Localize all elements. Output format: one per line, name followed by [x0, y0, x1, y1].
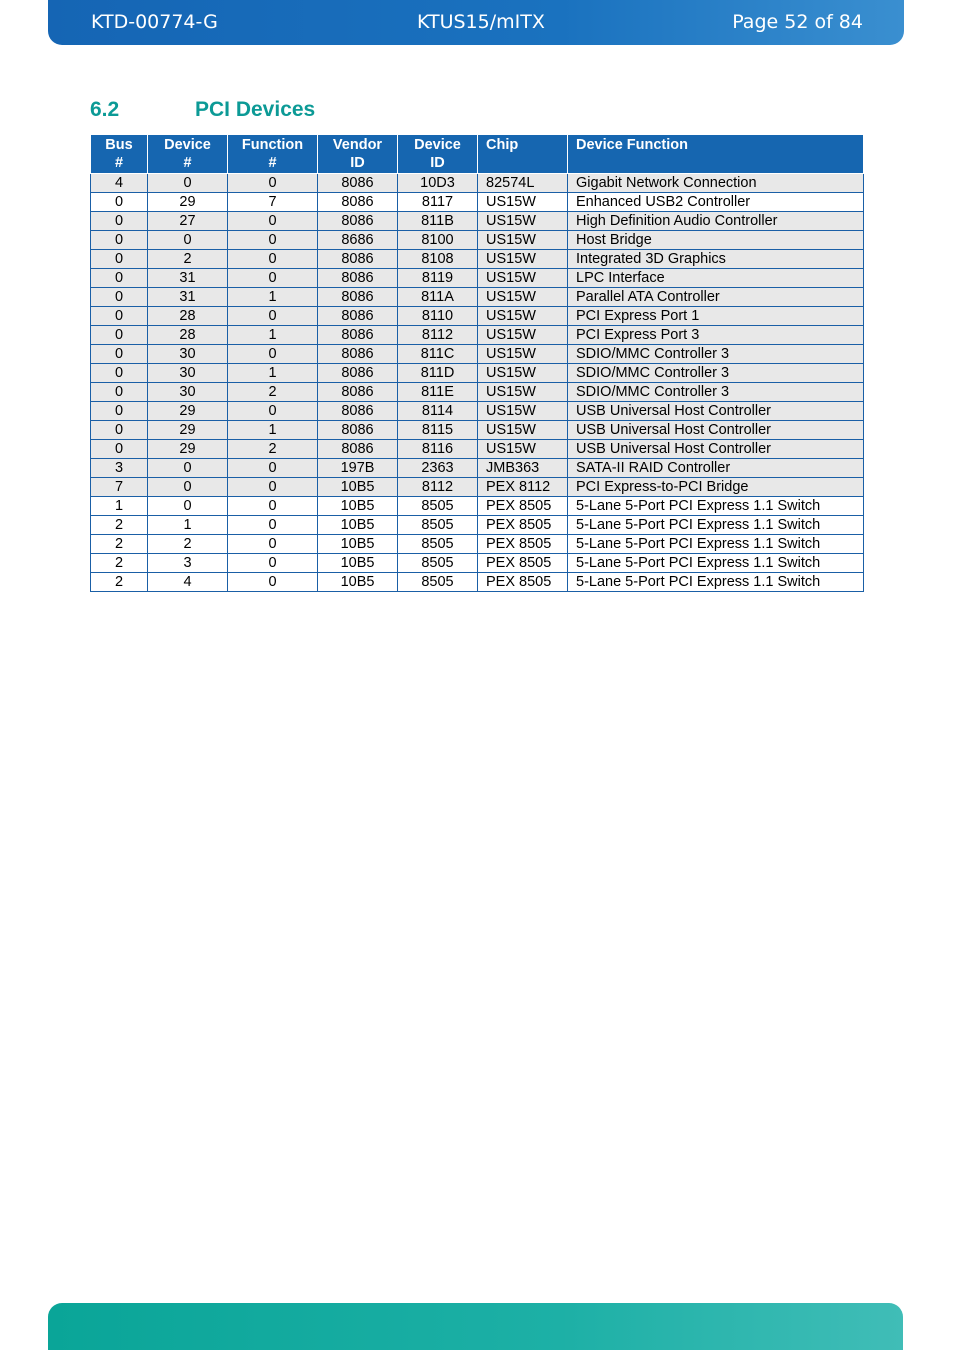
table-cell: 0 [91, 269, 148, 288]
table-cell: LPC Interface [568, 269, 864, 288]
table-cell: 82574L [478, 174, 568, 193]
table-cell: 8086 [318, 307, 398, 326]
table-cell: USB Universal Host Controller [568, 440, 864, 459]
table-row [91, 478, 864, 497]
table-cell: 28 [148, 326, 228, 345]
table-cell: 0 [91, 307, 148, 326]
table-cell: 0 [91, 288, 148, 307]
table-cell: 31 [148, 269, 228, 288]
table-cell: PCI Express Port 3 [568, 326, 864, 345]
table-cell: 10B5 [318, 554, 398, 573]
table-row [91, 459, 864, 478]
table-cell: 10B5 [318, 478, 398, 497]
table-cell: 10B5 [318, 516, 398, 535]
table-cell: US15W [478, 440, 568, 459]
table-cell: 8086 [318, 402, 398, 421]
table-cell: 0 [148, 231, 228, 250]
column-header-line1: Function [241, 137, 304, 153]
table-cell: SATA-II RAID Controller [568, 459, 864, 478]
table-row [91, 212, 864, 231]
table-cell: 7 [91, 478, 148, 497]
table-body [91, 174, 864, 592]
table-cell: 0 [148, 174, 228, 193]
column-header [148, 135, 228, 174]
table-cell: US15W [478, 383, 568, 402]
table-cell: 0 [148, 497, 228, 516]
table-cell: 0 [91, 440, 148, 459]
table-cell: US15W [478, 288, 568, 307]
table-cell: 8086 [318, 440, 398, 459]
table-cell: 0 [91, 383, 148, 402]
table-cell: 2363 [398, 459, 478, 478]
table-cell: PEX 8505 [478, 573, 568, 592]
table-cell: 8112 [398, 478, 478, 497]
table-cell: 4 [148, 573, 228, 592]
table-cell: US15W [478, 402, 568, 421]
column-header-line1: Vendor [332, 137, 383, 153]
table-cell: 8119 [398, 269, 478, 288]
table-cell: 8116 [398, 440, 478, 459]
table-cell: 5-Lane 5-Port PCI Express 1.1 Switch [568, 554, 864, 573]
pci-devices-table-container [90, 134, 864, 592]
column-header-line1: Chip [486, 137, 519, 153]
table-cell: 2 [228, 383, 318, 402]
table-cell: 8086 [318, 269, 398, 288]
table-cell: US15W [478, 231, 568, 250]
table-cell: 28 [148, 307, 228, 326]
table-cell: US15W [478, 345, 568, 364]
table-cell: 29 [148, 402, 228, 421]
table-cell: 2 [91, 535, 148, 554]
table-cell: Host Bridge [568, 231, 864, 250]
table-cell: 8086 [318, 345, 398, 364]
table-cell: 0 [228, 212, 318, 231]
table-row [91, 497, 864, 516]
table-cell: 811C [398, 345, 478, 364]
table-cell: 0 [91, 364, 148, 383]
table-cell: 29 [148, 421, 228, 440]
table-cell: PCI Express Port 1 [568, 307, 864, 326]
table-row [91, 269, 864, 288]
page-number: Page 52 of 84 [732, 11, 863, 33]
table-cell: 2 [91, 573, 148, 592]
table-cell: 0 [228, 231, 318, 250]
table-cell: 0 [91, 250, 148, 269]
table-header-row [91, 135, 864, 174]
table-cell: SDIO/MMC Controller 3 [568, 345, 864, 364]
table-cell: 5-Lane 5-Port PCI Express 1.1 Switch [568, 516, 864, 535]
table-row [91, 174, 864, 193]
table-cell: 0 [148, 478, 228, 497]
table-cell: 0 [91, 345, 148, 364]
table-cell: 1 [228, 364, 318, 383]
table-cell: 0 [228, 573, 318, 592]
section-number: 6.2 [90, 98, 120, 121]
table-row [91, 402, 864, 421]
table-cell: 0 [228, 402, 318, 421]
table-cell: Parallel ATA Controller [568, 288, 864, 307]
column-header [478, 135, 568, 174]
table-cell: 811B [398, 212, 478, 231]
table-cell: 2 [148, 250, 228, 269]
table-cell: 0 [91, 402, 148, 421]
product-name: KTUS15/mITX [417, 11, 545, 33]
table-cell: 0 [228, 497, 318, 516]
table-cell: 8086 [318, 288, 398, 307]
table-cell: 0 [228, 345, 318, 364]
table-cell: 0 [148, 459, 228, 478]
table-row [91, 326, 864, 345]
table-cell: 811D [398, 364, 478, 383]
pci-devices-table [90, 134, 864, 592]
table-cell: 8108 [398, 250, 478, 269]
table-cell: PCI Express-to-PCI Bridge [568, 478, 864, 497]
table-cell: 8086 [318, 383, 398, 402]
table-cell: US15W [478, 326, 568, 345]
table-cell: 8505 [398, 516, 478, 535]
column-header [398, 135, 478, 174]
table-cell: 8114 [398, 402, 478, 421]
column-header-line2: # [183, 155, 192, 171]
table-cell: 1 [228, 421, 318, 440]
table-cell: US15W [478, 212, 568, 231]
table-cell: SDIO/MMC Controller 3 [568, 383, 864, 402]
table-row [91, 421, 864, 440]
table-cell: 0 [228, 250, 318, 269]
table-cell: PEX 8505 [478, 554, 568, 573]
table-cell: JMB363 [478, 459, 568, 478]
table-cell: 1 [228, 326, 318, 345]
table-cell: USB Universal Host Controller [568, 421, 864, 440]
table-cell: 8505 [398, 573, 478, 592]
column-header-line1: Device [414, 137, 461, 153]
table-cell: 2 [228, 440, 318, 459]
table-row [91, 383, 864, 402]
table-cell: 0 [91, 212, 148, 231]
table-cell: 8112 [398, 326, 478, 345]
table-cell: PEX 8112 [478, 478, 568, 497]
table-row [91, 231, 864, 250]
table-cell: 1 [148, 516, 228, 535]
table-cell: 0 [91, 231, 148, 250]
table-row [91, 573, 864, 592]
table-cell: 0 [228, 459, 318, 478]
table-cell: 8686 [318, 231, 398, 250]
table-cell: 0 [91, 421, 148, 440]
section-heading [90, 98, 315, 122]
table-cell: 1 [228, 288, 318, 307]
table-cell: 4 [91, 174, 148, 193]
table-cell: 8505 [398, 554, 478, 573]
table-cell: 0 [228, 516, 318, 535]
table-cell: Integrated 3D Graphics [568, 250, 864, 269]
table-cell: 3 [91, 459, 148, 478]
table-cell: 0 [228, 174, 318, 193]
table-cell: 8115 [398, 421, 478, 440]
table-row [91, 516, 864, 535]
page-header [48, 0, 904, 45]
table-cell: US15W [478, 269, 568, 288]
table-cell: 27 [148, 212, 228, 231]
table-cell: 29 [148, 193, 228, 212]
table-cell: PEX 8505 [478, 535, 568, 554]
table-cell: 8086 [318, 364, 398, 383]
table-cell: 10D3 [398, 174, 478, 193]
table-cell: High Definition Audio Controller [568, 212, 864, 231]
column-header-line2: ID [430, 155, 445, 171]
column-header-line1: Device Function [576, 137, 688, 153]
table-cell: 811A [398, 288, 478, 307]
table-cell: 8086 [318, 174, 398, 193]
table-row [91, 193, 864, 212]
table-row [91, 345, 864, 364]
table-cell: 5-Lane 5-Port PCI Express 1.1 Switch [568, 497, 864, 516]
table-cell: US15W [478, 250, 568, 269]
table-cell: 31 [148, 288, 228, 307]
table-cell: 30 [148, 364, 228, 383]
table-cell: 0 [228, 535, 318, 554]
table-cell: 0 [228, 554, 318, 573]
column-header [91, 135, 148, 174]
table-cell: PEX 8505 [478, 516, 568, 535]
table-cell: 8086 [318, 421, 398, 440]
table-cell: 8110 [398, 307, 478, 326]
table-cell: 0 [91, 326, 148, 345]
table-cell: Enhanced USB2 Controller [568, 193, 864, 212]
column-header-line2: # [114, 155, 124, 171]
table-row [91, 554, 864, 573]
table-cell: US15W [478, 307, 568, 326]
section-title: PCI Devices [195, 98, 316, 121]
table-cell: 1 [91, 497, 148, 516]
table-cell: Gigabit Network Connection [568, 174, 864, 193]
table-cell: 2 [91, 554, 148, 573]
table-cell: 8117 [398, 193, 478, 212]
table-cell: 0 [228, 307, 318, 326]
table-cell: 8086 [318, 250, 398, 269]
column-header-line1: Bus [105, 137, 133, 153]
column-header [568, 135, 864, 174]
column-header-line1: Device [164, 137, 211, 153]
table-cell: US15W [478, 421, 568, 440]
column-header-line2: ID [350, 155, 365, 171]
table-cell: 2 [91, 516, 148, 535]
table-cell: 8100 [398, 231, 478, 250]
table-cell: 10B5 [318, 573, 398, 592]
table-cell: 811E [398, 383, 478, 402]
column-header-line2: # [268, 155, 277, 171]
table-cell: 2 [148, 535, 228, 554]
table-cell: 29 [148, 440, 228, 459]
table-cell: SDIO/MMC Controller 3 [568, 364, 864, 383]
table-cell: 8086 [318, 193, 398, 212]
table-cell: 7 [228, 193, 318, 212]
table-cell: 3 [148, 554, 228, 573]
table-cell: 8086 [318, 326, 398, 345]
table-cell: 10B5 [318, 535, 398, 554]
table-row [91, 250, 864, 269]
table-cell: USB Universal Host Controller [568, 402, 864, 421]
document-id: KTD-00774-G [91, 11, 218, 33]
table-cell: US15W [478, 193, 568, 212]
table-cell: 0 [228, 478, 318, 497]
table-row [91, 364, 864, 383]
table-cell: 197B [318, 459, 398, 478]
table-cell: 8086 [318, 212, 398, 231]
table-cell: 8505 [398, 535, 478, 554]
column-header [318, 135, 398, 174]
table-row [91, 535, 864, 554]
page-footer [48, 1303, 903, 1350]
table-cell: 30 [148, 345, 228, 364]
table-row [91, 307, 864, 326]
table-row [91, 440, 864, 459]
table-cell: US15W [478, 364, 568, 383]
table-cell: 5-Lane 5-Port PCI Express 1.1 Switch [568, 573, 864, 592]
table-cell: 10B5 [318, 497, 398, 516]
table-cell: 0 [91, 193, 148, 212]
table-cell: 8505 [398, 497, 478, 516]
column-header [228, 135, 318, 174]
table-row [91, 288, 864, 307]
table-cell: PEX 8505 [478, 497, 568, 516]
table-cell: 0 [228, 269, 318, 288]
table-cell: 30 [148, 383, 228, 402]
table-cell: 5-Lane 5-Port PCI Express 1.1 Switch [568, 535, 864, 554]
